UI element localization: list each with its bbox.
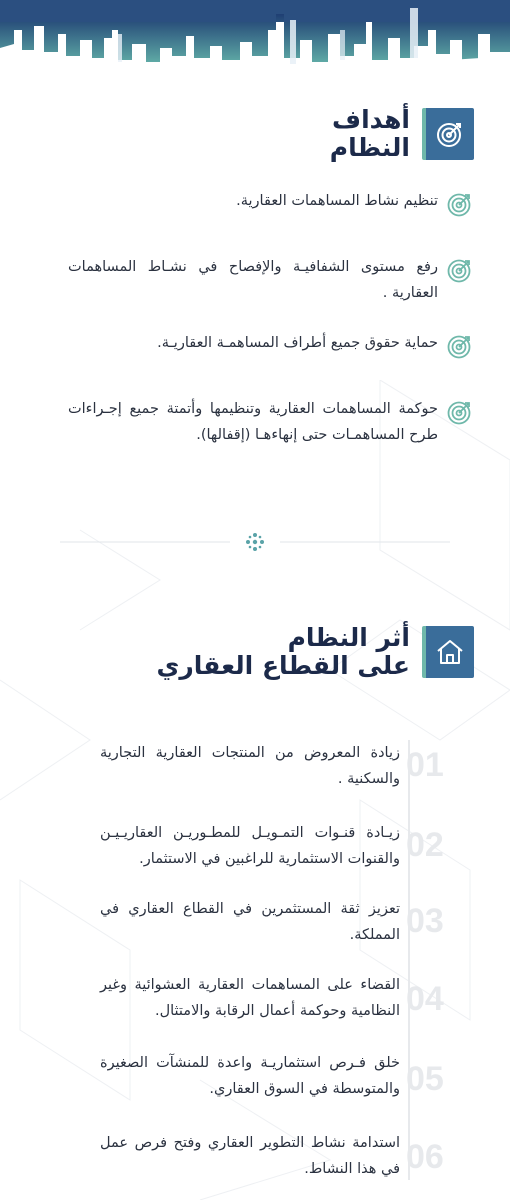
impact-number: 05 <box>406 1060 444 1098</box>
goals-heading-icon-box <box>422 108 474 160</box>
goal-text: تنظيم نشاط المساهمات العقارية. <box>236 193 438 209</box>
impact-text: القضاء على المساهمات العقارية العشوائية وغير النظامية وحوكمة أعمال الرقابة والامتثال. <box>100 977 400 1019</box>
impact-text: زيادة المعروض من المنتجات العقارية التجارية والسكنية . <box>100 745 400 787</box>
goal-text: رفع مستوى الشفافيـة والإفصاح في نشـاط المساهمات العقارية . <box>68 259 438 301</box>
goals-title <box>330 106 410 162</box>
section-divider <box>60 530 450 554</box>
snowflake-ornament-icon <box>246 533 264 551</box>
impact-item-6 <box>100 1130 400 1182</box>
impact-number: 03 <box>406 902 444 940</box>
impact-title <box>156 624 410 680</box>
impact-text: استدامة نشاط التطوير العقاري وفتح فرص عمل في هذا النشاط. <box>100 1135 400 1177</box>
impact-item-5 <box>100 1050 400 1102</box>
target-icon <box>434 118 466 150</box>
impact-section-heading <box>156 624 474 680</box>
goal-item-3 <box>34 330 474 360</box>
impact-text: خلق فـرص استثماريـة واعدة للمنشآت الصغيرة والمتوسطة في السوق العقاري. <box>100 1055 400 1097</box>
skyline-banner <box>0 0 510 70</box>
impact-text: تعزيز ثقة المستثمرين في القطاع العقاري في المملكة. <box>100 901 400 943</box>
impact-text: زيـادة قنـوات التمـويـل للمطـوريـن العقاريـيـن والقنوات الاستثمارية للراغبين في الاستثمار. <box>100 825 400 867</box>
goals-title-line2: النظام <box>329 133 410 162</box>
impact-timeline-line <box>408 740 410 1180</box>
goals-section-heading <box>330 106 474 162</box>
impact-title-line2: على القطاع العقاري <box>156 651 410 680</box>
goal-text: حوكمة المساهمات العقارية وتنظيمها وأتمتة جميع إجـراءات طرح المساهمـات حتى إنهاءهـا (إقفالها). <box>68 401 438 443</box>
house-icon <box>435 637 465 667</box>
target-icon <box>446 256 474 284</box>
impact-item-2 <box>100 820 400 872</box>
goal-item-1 <box>34 188 474 218</box>
goal-text: حماية حقوق جميع أطراف المساهمـة العقاريـة. <box>157 335 438 351</box>
impact-title-line1: أثر النظام <box>287 623 410 652</box>
impact-number: 01 <box>406 746 444 784</box>
impact-heading-icon-box <box>422 626 474 678</box>
goal-item-2 <box>34 254 474 306</box>
impact-item-1 <box>100 740 400 792</box>
target-icon <box>446 398 474 426</box>
goals-title-line1: أهداف <box>332 105 410 134</box>
target-icon <box>446 190 474 218</box>
impact-item-3 <box>100 896 400 948</box>
target-icon <box>446 332 474 360</box>
impact-number: 04 <box>406 980 444 1018</box>
goal-item-4 <box>34 396 474 448</box>
impact-number: 06 <box>406 1138 444 1176</box>
impact-number: 02 <box>406 826 444 864</box>
impact-item-4 <box>100 972 400 1024</box>
